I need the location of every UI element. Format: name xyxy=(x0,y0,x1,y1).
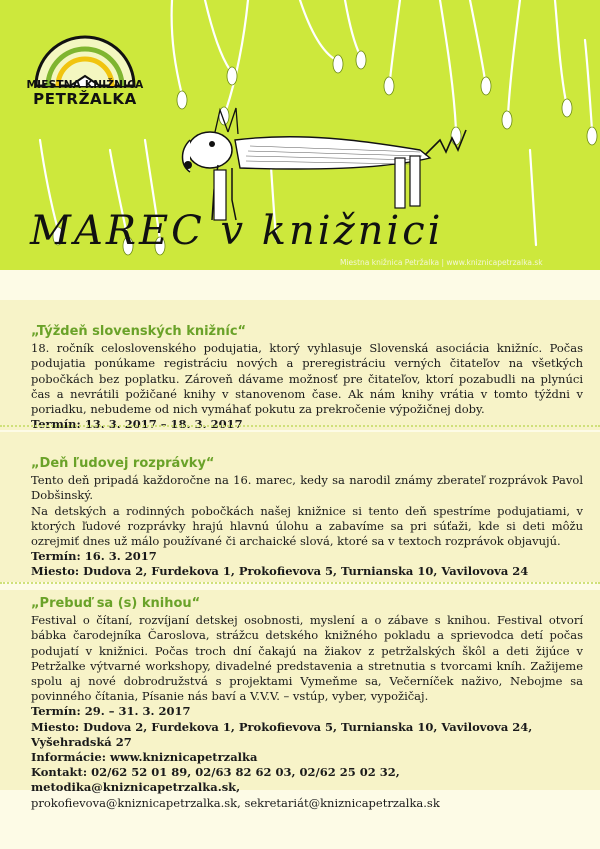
event-description: Na detských a rodinných pobočkách našej knižnice si tento deň spestríme podujatiami, v ktorých ľudové rozprávky hrajú hlavnú úlohu a zabavíme sa pri súťaži, kde si deti môžu ozrejmiť dnes už málo používané či archaické slová, ktoré sa v textoch rozprávok objavujú. xyxy=(31,503,583,549)
event-contact: Kontakt: 02/62 52 01 89, 02/63 82 62 03, 02/62 25 02 32, metodika@kniznicapetrzalka.sk, xyxy=(31,765,400,795)
event-term: Termín: 16. 3. 2017 xyxy=(31,549,157,564)
logo-line-1: MIESTNA KNIŽNICA xyxy=(26,79,144,91)
event-term: Termín: 29. – 31. 3. 2017 xyxy=(31,704,191,719)
event-term: Termín: 13. 3. 2017 – 18. 3. 2017 xyxy=(31,417,243,432)
event-place: Miesto: Dudova 2, Furdekova 1, Prokofievova 5, Turnianska 10, Vavilovova 24 xyxy=(31,564,529,579)
event-place: Miesto: Dudova 2, Furdekova 1, Prokofievova 5, Turnianska 10, Vavilovova 24, Vyšehradská 27 xyxy=(31,719,533,749)
event-section-2 xyxy=(31,456,583,580)
event-description: 18. ročník celoslovenského podujatia, ktorý vyhlasuje Slovenská asociácia knižníc. Počas podujatia ponúkame registráciu nových a preregistráciu verných čitateľov na všetkých pobočkách bez poplatku. Zároveň dávame možnosť pre čitateľov, ktorí pozabudli na plynúci čas a nevrátili požičané knihy v stanovenom čase. Ak nám knihy vrátia v tomto týždni v poriadku, nebudeme od nich vymáhať pokutu za prekročenie výpožičnej doby. xyxy=(31,341,583,417)
event-section-3 xyxy=(31,596,583,811)
header-banner xyxy=(0,0,600,270)
section-divider xyxy=(0,425,600,427)
event-contact-emails: prokofievova@kniznicapetrzalka.sk, sekretariát@kniznicapetrzalka.sk xyxy=(31,795,440,810)
event-title: „Deň ľudovej rozprávky“ xyxy=(31,456,215,471)
logo-line-2: PETRŽALKA xyxy=(33,90,137,108)
event-description: Tento deň pripadá každoročne na 16. marec, kedy sa narodil známy zberateľ rozprávok Pavol Dobšinský. xyxy=(31,473,583,503)
page-title: MAREC v knižnici xyxy=(30,208,444,254)
event-description: Festival o čítaní, rozvíjaní detskej osobnosti, myslení a o zábave s knihou. Festival otvorí bábka čarodejníka Čaroslova, strážcu detského knižného pokladu a sprievodca detí počas podujatí v knižnici. Počas troch dní čakajú na žiakov z petržalských škôl a deti žijúce v Petržalke výtvarné workshopy, divadelné predstavenia a stretnutia s tvorcami kníh. Zažijeme spolu aj nové dobrodružstvá s projektami Vymeňme sa, Večerníček naživo, Nebojme sa povinného čítania, Písanie nás baví a V.V.V. – vstúp, vyber, vypožičaj. xyxy=(31,613,583,704)
header-website-line: Miestna knižnica Petržalka | www.kniznicapetrzalka.sk xyxy=(340,258,543,267)
event-title: „Týždeň slovenských knižníc“ xyxy=(31,324,247,339)
event-info: Informácie: www.kniznicapetrzalka xyxy=(31,750,258,765)
book-dog-illustration xyxy=(183,108,467,220)
section-divider xyxy=(0,582,600,584)
event-title: „Prebuď sa (s) knihou“ xyxy=(31,596,201,611)
event-section-1 xyxy=(31,324,583,432)
